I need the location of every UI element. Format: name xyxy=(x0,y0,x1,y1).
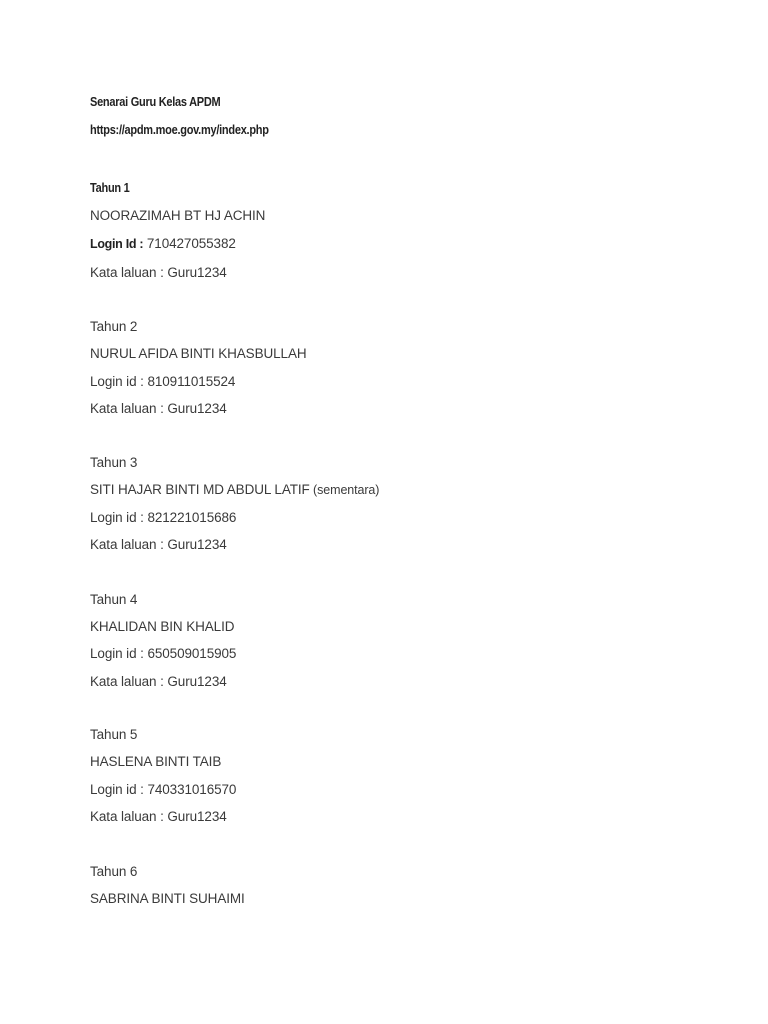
entry-password: Kata laluan : Guru1234 xyxy=(90,401,227,416)
entry-login-label: Login Id : xyxy=(90,237,144,251)
entry-year: Tahun 3 xyxy=(90,455,138,470)
entry-year: Tahun 4 xyxy=(90,592,138,607)
entry-teacher-name: NOORAZIMAH BT HJ ACHIN xyxy=(90,208,266,223)
document-title: Senarai Guru Kelas APDM xyxy=(90,95,221,109)
entry-year: Tahun 2 xyxy=(90,319,138,334)
entry-password: Kata laluan : Guru1234 xyxy=(90,537,227,552)
entry-password: Kata laluan : Guru1234 xyxy=(90,265,227,280)
entry-teacher-name: NURUL AFIDA BINTI KHASBULLAH xyxy=(90,346,307,361)
entry-login: Login id : 821221015686 xyxy=(90,510,237,525)
entry-login xyxy=(90,235,236,253)
entry-teacher-name: HASLENA BINTI TAIB xyxy=(90,754,222,769)
entry-teacher-name: SABRINA BINTI SUHAIMI xyxy=(90,891,245,906)
entry-year: Tahun 6 xyxy=(90,864,138,879)
entry-login: Login id : 810911015524 xyxy=(90,374,236,389)
entry-password: Kata laluan : Guru1234 xyxy=(90,674,227,689)
entry-teacher-name: KHALIDAN BIN KHALID xyxy=(90,619,235,634)
entry-year: Tahun 1 xyxy=(90,181,130,195)
entry-login: Login id : 740331016570 xyxy=(90,782,237,797)
entry-year: Tahun 5 xyxy=(90,727,138,742)
entry-password: Kata laluan : Guru1234 xyxy=(90,809,227,824)
entry-login: Login id : 650509015905 xyxy=(90,646,237,661)
entry-login-value: 710427055382 xyxy=(143,236,236,251)
document-url: https://apdm.moe.gov.my/index.php xyxy=(90,123,269,137)
entry-teacher-name-row xyxy=(90,481,379,499)
entry-name-note: (sementara) xyxy=(309,483,380,497)
entry-teacher-name: SITI HAJAR BINTI MD ABDUL LATIF xyxy=(90,482,310,497)
